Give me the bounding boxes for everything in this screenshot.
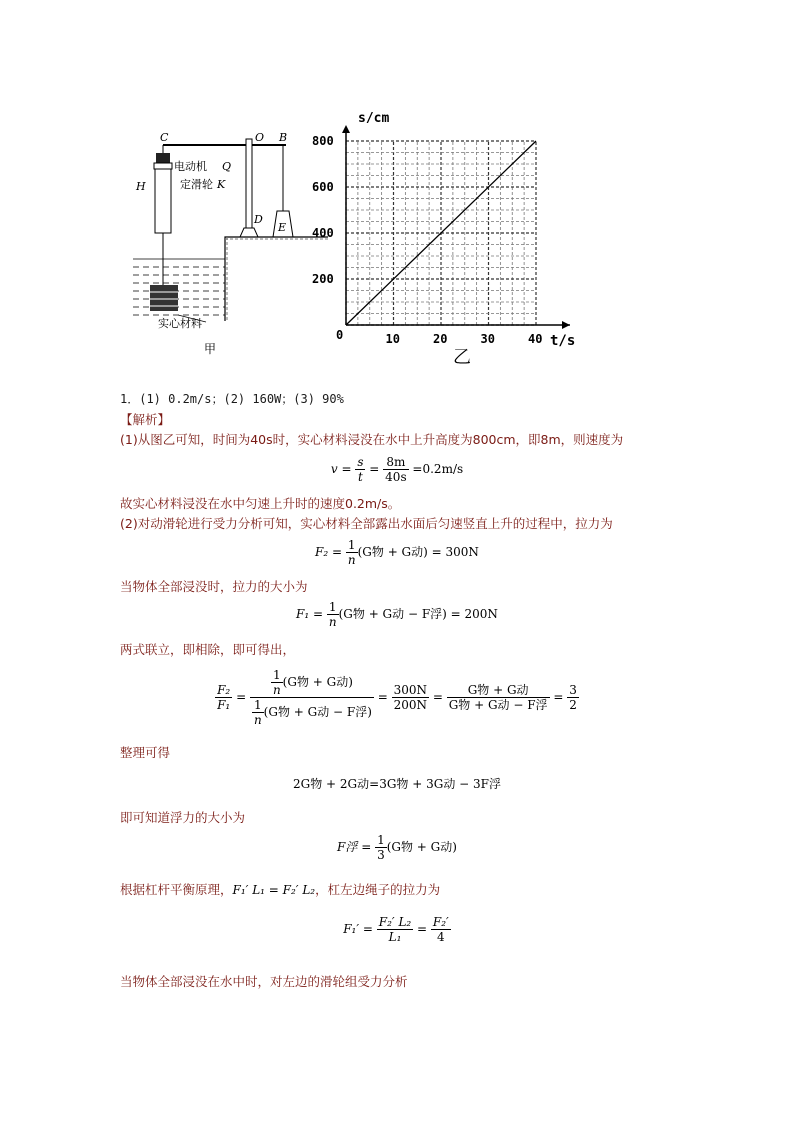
label-motor: 电动机 xyxy=(174,160,207,173)
support-base-d xyxy=(240,228,258,237)
equation-2: F₂ = $\frac{1}{n}$ (G物 + G动) = 300N xyxy=(315,538,479,567)
x-tick-label: 20 xyxy=(433,332,448,346)
x-axis-label: t/s xyxy=(550,333,576,349)
label-pulley: 定滑轮 xyxy=(180,178,213,191)
x-tick-label: 30 xyxy=(480,332,495,346)
pulley-block xyxy=(155,169,171,233)
label-d: D xyxy=(254,213,263,226)
motor-q xyxy=(156,153,170,163)
y-tick-label: 400 xyxy=(312,226,334,240)
equation-1: v = $\frac{s}{t}$ = $\frac{8m}{40s}$ =0.2m/s xyxy=(330,455,464,484)
equation-4: $\frac{\text{F₂}}{\text{F₁}}$ = $\frac{1}{n}$ (G物 + G动) $\frac{1}{n}$ (G物 + G动 − F浮) = $\frac{300N}{200N}$ = $\frac{\text{G物 + G动}}{\text{G物 + G动 − F浮}}$ = $\frac{3}{2}$ xyxy=(217,668,577,727)
para-9: 当物体全部浸没在水中时，对左边的滑轮组受力分析 xyxy=(120,974,408,989)
para-4: 当物体全部浸没时，拉力的大小为 xyxy=(120,579,308,594)
y-tick-label: 600 xyxy=(312,180,334,194)
chart-yi xyxy=(310,105,600,370)
label-k: K xyxy=(217,178,226,191)
equation-3: F₁ = $\frac{1}{n}$ (G物 + G动 − F浮) = 200N xyxy=(296,600,498,629)
equation-5: 2G物 + 2G动=3G物 + 3G动 − 3F浮 xyxy=(293,777,501,791)
label-c: C xyxy=(160,131,169,144)
x-tick-label: 10 xyxy=(385,332,400,346)
label-o: O xyxy=(255,131,265,144)
y-axis-arrow xyxy=(342,125,350,133)
para-2: 故实心材料浸没在水中匀速上升时的速度0.2m/s。 xyxy=(120,496,401,511)
y-axis-label: s/cm xyxy=(358,111,390,126)
support-post xyxy=(246,139,252,229)
label-e: E xyxy=(278,221,287,234)
para-7: 即可知道浮力的大小为 xyxy=(120,810,246,825)
solid-material xyxy=(150,285,178,311)
answer-line: 1．(1) 0.2m/s；(2) 160W；(3) 90% xyxy=(120,392,344,406)
water xyxy=(133,259,225,315)
x-tick-label: 0 xyxy=(336,328,344,342)
y-tick-label: 800 xyxy=(312,134,334,148)
para-6: 整理可得 xyxy=(120,745,171,760)
para-3: (2)对动滑轮进行受力分析可知，实心材料全部露出水面后匀速竖直上升的过程中，拉力为 xyxy=(120,516,613,531)
label-q: Q xyxy=(222,160,232,173)
label-b: B xyxy=(279,131,288,144)
equation-6: F浮 = $\frac{1}{3}$ (G物 + G动) xyxy=(337,833,457,862)
x-axis-arrow xyxy=(562,321,570,329)
para-5: 两式联立，即相除，即可得出， xyxy=(120,642,296,657)
para-8: 根据杠杆平衡原理，F₁′ L₁ = F₂′ L₂，杠左边绳子的拉力为 xyxy=(120,882,441,897)
x-tick-label: 40 xyxy=(528,332,543,346)
label-material: 实心材料 xyxy=(158,317,202,330)
jiexi-heading: 【解析】 xyxy=(120,412,171,427)
label-h: H xyxy=(136,180,146,193)
y-tick-label: 200 xyxy=(312,272,334,286)
equation-7: F₁′ = $\frac{\text{F₂′ L₂}}{\text{L₁}}$ = $\frac{\text{F₂′}}{4}$ xyxy=(343,915,449,944)
para-1: (1)从图乙可知，时间为40s时，实心材料浸没在水中上升高度为800cm，即8m，则速度为 xyxy=(120,432,624,447)
caption-jia: 甲 xyxy=(204,342,217,356)
chart-caption: 乙 xyxy=(453,347,471,368)
